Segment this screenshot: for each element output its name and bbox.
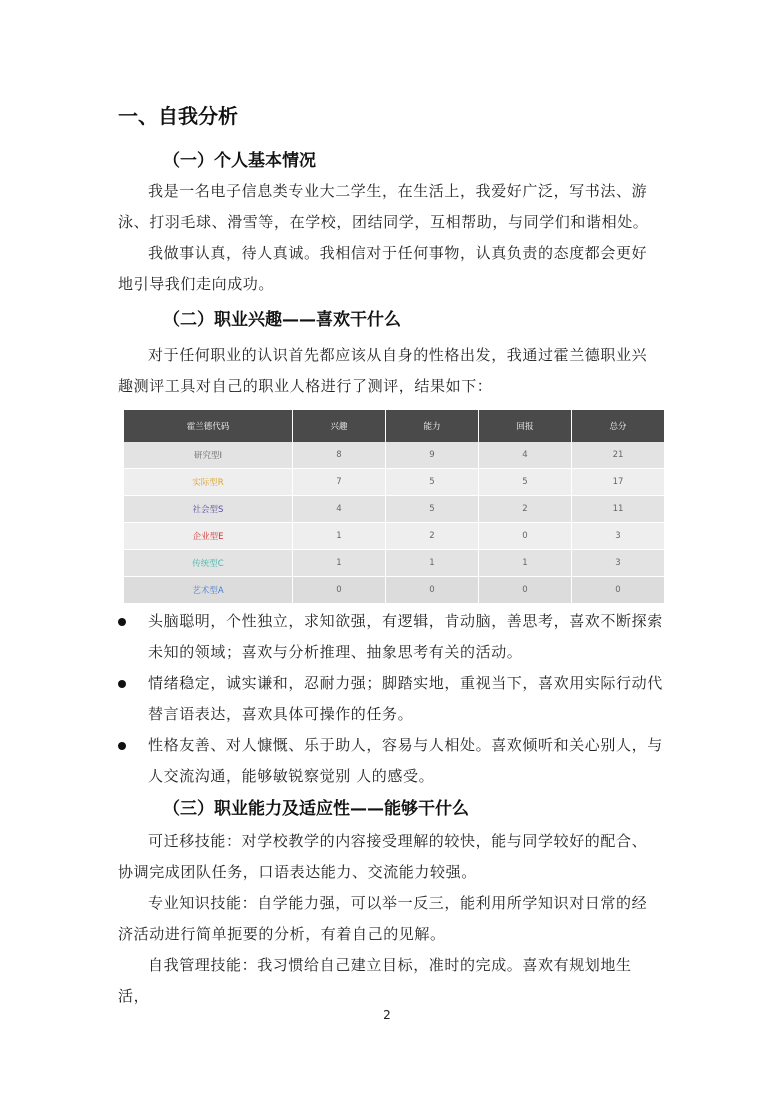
reward-cell: 0 xyxy=(479,523,572,550)
reward-cell: 5 xyxy=(479,469,572,496)
total-cell: 3 xyxy=(572,550,665,577)
bullet-dot-icon xyxy=(118,680,126,688)
bullet-dot-icon xyxy=(118,618,126,626)
reward-cell: 0 xyxy=(479,577,572,604)
list-item xyxy=(118,606,664,668)
holland-type-cell: 研究型I xyxy=(124,442,293,469)
interest-cell: 8 xyxy=(293,442,386,469)
trait-bullet-list xyxy=(118,606,664,792)
total-cell: 21 xyxy=(572,442,665,469)
table-row xyxy=(124,469,665,496)
interest-cell: 4 xyxy=(293,496,386,523)
bullet-dot-icon xyxy=(118,742,126,750)
total-cell: 11 xyxy=(572,496,665,523)
header-holland-code: 霍兰德代码 xyxy=(124,410,293,442)
table-row xyxy=(124,442,665,469)
total-cell: 0 xyxy=(572,577,665,604)
holland-type-cell: 社会型S xyxy=(124,496,293,523)
holland-code-table xyxy=(124,410,665,604)
total-cell: 3 xyxy=(572,523,665,550)
list-item xyxy=(118,668,664,730)
total-cell: 17 xyxy=(572,469,665,496)
holland-type-cell: 企业型E xyxy=(124,523,293,550)
section-title-career-interest: （二）职业兴趣——喜欢干什么 xyxy=(163,310,401,330)
section-title-basic-info: （一）个人基本情况 xyxy=(163,151,316,171)
page-number: 2 xyxy=(383,1008,391,1022)
header-interest: 兴趣 xyxy=(293,410,386,442)
reward-cell: 4 xyxy=(479,442,572,469)
paragraph-basic-info-2: 我做事认真，待人真诚。我相信对于任何事物，认真负责的态度都会更好地引导我们走向成功。 xyxy=(118,244,648,293)
ability-cell: 5 xyxy=(386,469,479,496)
ability-cell: 1 xyxy=(386,550,479,577)
ability-cell: 5 xyxy=(386,496,479,523)
interest-cell: 1 xyxy=(293,523,386,550)
reward-cell: 2 xyxy=(479,496,572,523)
bullet-text: 头脑聪明，个性独立，求知欲强，有逻辑，肯动脑，善思考，喜欢不断探索未知的领域；喜欢与分析推理、抽象思考有关的活动。 xyxy=(148,612,663,661)
list-item xyxy=(118,730,664,792)
table-row xyxy=(124,523,665,550)
paragraph-transferable-skills: 可迁移技能：对学校教学的内容接受理解的较快，能与同学较好的配合、协调完成团队任务，口语表达能力、交流能力较强。 xyxy=(118,832,648,881)
reward-cell: 1 xyxy=(479,550,572,577)
header-reward: 回报 xyxy=(479,410,572,442)
header-total: 总分 xyxy=(572,410,665,442)
table-header-row xyxy=(124,410,665,442)
interest-cell: 0 xyxy=(293,577,386,604)
holland-type-cell: 传统型C xyxy=(124,550,293,577)
interest-cell: 7 xyxy=(293,469,386,496)
table-row xyxy=(124,550,665,577)
header-ability: 能力 xyxy=(386,410,479,442)
paragraph-professional-skills: 专业知识技能：自学能力强，可以举一反三，能利用所学知识对日常的经济活动进行简单扼要的分析，有着自己的见解。 xyxy=(118,894,648,943)
holland-type-cell: 艺术型A xyxy=(124,577,293,604)
bullet-text: 情绪稳定，诚实谦和，忍耐力强；脚踏实地，重视当下，喜欢用实际行动代替言语表达，喜欢具体可操作的任务。 xyxy=(148,674,663,723)
ability-cell: 9 xyxy=(386,442,479,469)
table-row xyxy=(124,577,665,604)
paragraph-self-management: 自我管理技能：我习惯给自己建立目标，准时的完成。喜欢有规划地生活， xyxy=(118,956,632,1005)
ability-cell: 0 xyxy=(386,577,479,604)
table-row xyxy=(124,496,665,523)
bullet-text: 性格友善、对人慷慨、乐于助人，容易与人相处。喜欢倾听和关心别人，与人交流沟通，能够敏锐察觉别 人的感受。 xyxy=(148,736,663,785)
holland-type-cell: 实际型R xyxy=(124,469,293,496)
heading-self-analysis: 一、自我分析 xyxy=(118,104,238,128)
ability-cell: 2 xyxy=(386,523,479,550)
paragraph-basic-info-1: 我是一名电子信息类专业大二学生，在生活上，我爱好广泛，写书法、游泳、打羽毛球、滑雪等，在学校，团结同学，互相帮助，与同学们和谐相处。 xyxy=(118,182,649,231)
interest-cell: 1 xyxy=(293,550,386,577)
paragraph-career-interest: 对于任何职业的认识首先都应该从自身的性格出发，我通过霍兰德职业兴趣测评工具对自己的职业人格进行了测评，结果如下： xyxy=(118,346,648,395)
section-title-career-ability: （三）职业能力及适应性——能够干什么 xyxy=(163,799,469,819)
